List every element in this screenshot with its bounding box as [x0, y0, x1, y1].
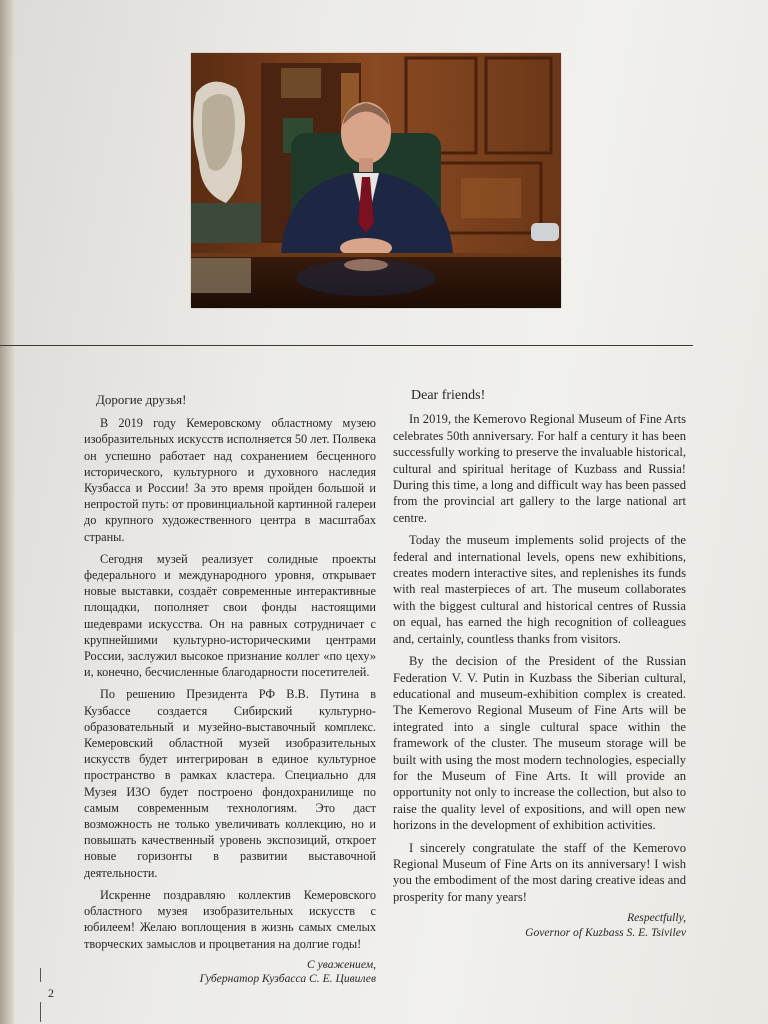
paragraph-en-4: I sincerely congratulate the staff of the Kemerovo Regional Museum of Fine Arts on its anniversary! I wish you the embodiment of the most daring creative ideas and prosperity for many years! — [393, 840, 686, 904]
portrait-illustration — [191, 53, 561, 308]
paragraph-en-3: By the decision of the President of the Russian Federation V. V. Putin in Kuzbass the Siberian cultural, educational and museum-exhibition complex is created. The Kemerovo Regional Museum of Fine Arts will be integrated into a single cultural space within the framework of the cluster. The museum storage will be built with using the most modern technologies, especially for the Museum of Fine Arts. It will provide an opportunity not only to increase the collection, but also to raise the quality level of expositions, and will open new horizons in the development of exhibition activities. — [393, 654, 686, 833]
horizontal-divider — [0, 345, 693, 346]
paragraph-en-2: Today the museum implements solid projects of the federal and international levels, opens new exhibitions, creates modern interactive sites, and replenishes its funds with real masterpieces of art. The museum collaborates with the biggest cultural and historical centres of Russia on equal, has earned the high recognition of colleagues and, certainly, countless thanks from visitors. — [393, 533, 686, 646]
signature-ru-name: Губернатор Кузбасса С. Е. Цивилев — [199, 972, 376, 986]
page-number-bar-top — [40, 968, 41, 982]
greeting-en: Dear friends! — [411, 388, 486, 403]
governor-portrait-photo — [191, 53, 561, 308]
paragraph-ru-1: В 2019 году Кемеровскому областному музею изобразительных искусств исполняется 50 лет. Полвека он успешно работает над сохранением бесценного исторического, культурного и духовного наследия Кузбасса и России! За это время пройден большой и непростой путь: от провинциальной картинной галереи до крупного художественного центра в масштабах страны. — [84, 416, 376, 544]
paragraph-en-1: In 2019, the Kemerovo Regional Museum of Fine Arts celebrates 50th anniversary. For half a century it has been successfully working to preserve the invaluable historical, cultural and spiritual heritage of Kuzbass and Russia! During this time, a long and difficult way has been passed from the provincial art gallery to the large national art centre. — [393, 412, 686, 525]
paragraph-ru-4: Искренне поздравляю коллектив Кемеровского областного музея изобразительных искусств с юбилеем! Желаю воплощения в жизнь самых смелых творческих замыслов и процветания на долгие годы! — [84, 887, 376, 951]
letter-english — [393, 388, 686, 940]
signature-en-name: Governor of Kuzbass S. E. Tsivilev — [525, 925, 686, 939]
page-number-bar-bottom — [40, 1002, 41, 1022]
greeting-ru: Дорогие друзья! — [96, 392, 187, 407]
page-number: 2 — [48, 986, 54, 1000]
letter-russian — [84, 392, 376, 987]
paragraph-ru-3: По решению Президента РФ В.В. Путина в Кузбассе создается Сибирский культурно-образовательный и музейно-выставочный комплекс. Кемеровский областной музей изобразительных искусств будет интегрирован в единое культурное пространство в рамках кластера. Специально для Музея ИЗО будет построено фондохранилище по самым современным технологиям. Это даст возможность не только увеличивать коллекцию, но и повышать качественный уровень экспозиций, откроет новые горизонты в развитии выставочной деятельности. — [84, 687, 376, 880]
signature-ru-closing: С уважением, — [306, 957, 376, 971]
paragraph-ru-2: Сегодня музей реализует солидные проекты федерального и международного уровня, открывает новые выставки, создаёт современные интерактивные площадки, пополняет свои фонды настоящими шедеврами искусства. Он на равных сотрудничает с крупнейшими культурно-историческими центрами России, заслужил высокое признание коллег «по цеху» и, конечно, бесчисленные благодарности посетителей. — [84, 551, 376, 680]
signature-en-closing: Respectfully, — [627, 911, 686, 925]
book-spine-shadow — [0, 0, 14, 1024]
